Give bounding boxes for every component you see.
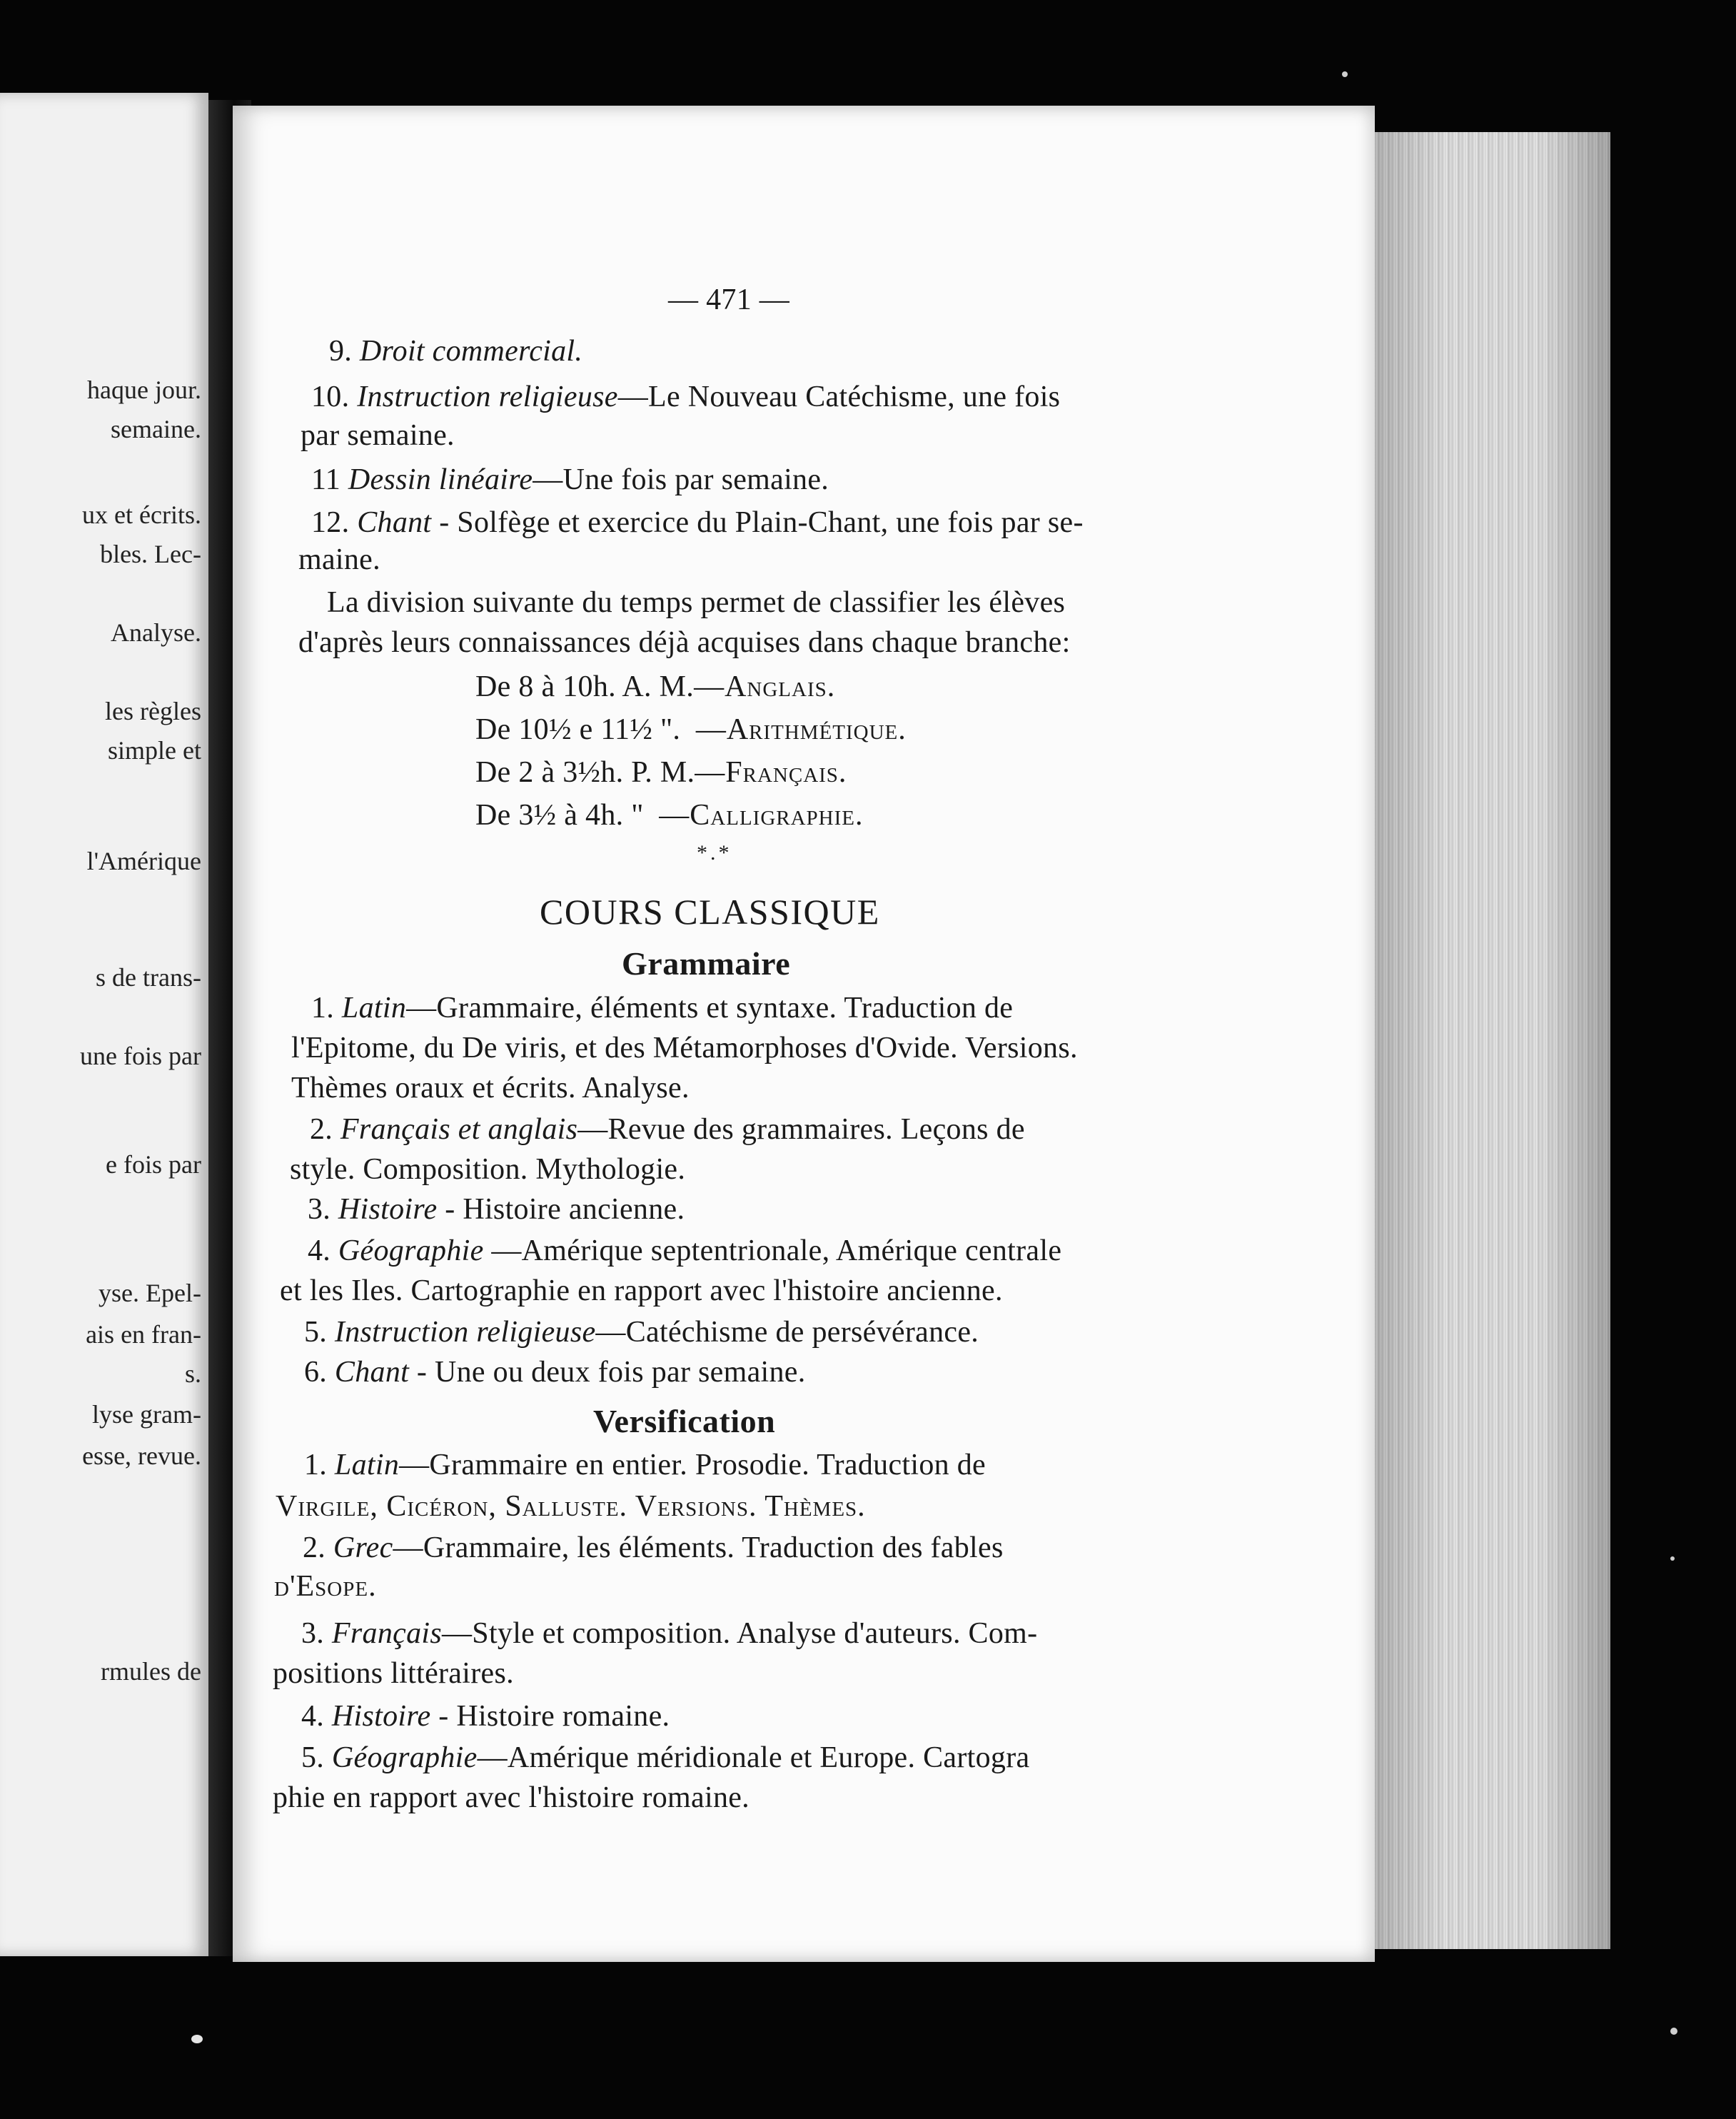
item-text: —Catéchisme de persévérance. — [595, 1316, 979, 1349]
item-subject: Droit commercial. — [359, 335, 583, 368]
item-subject: Grec — [333, 1531, 393, 1564]
left-page-line: e fois par — [106, 1150, 201, 1179]
item-continuation: l'Epitome, du De viris, et des Métamorphoses d'Ovide. Versions. — [291, 1032, 1078, 1064]
item-subject: Français — [331, 1617, 442, 1650]
item-continuation: style. Composition. Mythologie. — [290, 1153, 686, 1186]
item-number: 4. — [301, 1700, 325, 1733]
item-subject: Français et anglais — [340, 1113, 578, 1146]
left-page-line: simple et — [108, 736, 201, 765]
item-line — [310, 1112, 1025, 1147]
item-line — [311, 991, 1013, 1025]
left-page-line: esse, revue. — [82, 1441, 201, 1470]
item-subject: Latin — [341, 992, 407, 1025]
item-number: 1. — [304, 1449, 328, 1481]
item-number: 2. — [303, 1531, 326, 1564]
item-subject: Chant — [357, 506, 432, 539]
item-continuation: Thèmes oraux et écrits. Analyse. — [291, 1072, 690, 1104]
item-subject: Dessin linéaire — [348, 463, 533, 496]
item-line — [311, 380, 1060, 414]
asterism: *.* — [697, 841, 732, 865]
item-line — [329, 334, 582, 368]
item-text: —Une fois par semaine. — [533, 463, 829, 496]
item-number: 6. — [304, 1356, 328, 1389]
item-text: - Une ou deux fois par semaine. — [409, 1356, 806, 1389]
left-page-line: s de trans- — [96, 963, 201, 992]
item-continuation: par semaine. — [301, 419, 455, 452]
item-line — [301, 1741, 1029, 1775]
item-text: - Solfège et exercice du Plain-Chant, une fois par se- — [431, 506, 1084, 539]
item-text: —Amérique septentrionale, Amérique centrale — [483, 1234, 1062, 1267]
schedule-subject: —Anglais. — [694, 670, 836, 703]
schedule-time: De 2 à 3½h. P. M. — [475, 756, 695, 789]
item-number: 11 — [311, 463, 341, 496]
item-number: 5. — [301, 1741, 325, 1774]
item-number: 12. — [311, 506, 350, 539]
section-title: COURS CLASSIQUE — [540, 892, 880, 932]
item-continuation: phie en rapport avec l'histoire romaine. — [273, 1781, 750, 1814]
item-continuation: positions littéraires. — [273, 1657, 514, 1690]
item-line — [311, 505, 1084, 540]
schedule-row — [475, 798, 864, 832]
item-number: 3. — [301, 1617, 325, 1650]
item-number: 9. — [329, 335, 353, 368]
item-text: - Histoire ancienne. — [437, 1193, 685, 1226]
item-subject: Instruction religieuse — [334, 1316, 596, 1349]
item-line — [304, 1315, 979, 1349]
item-text: - Histoire romaine. — [430, 1700, 670, 1733]
left-page-line: lyse gram- — [92, 1400, 201, 1429]
scan-speck — [191, 2035, 203, 2043]
item-line — [308, 1234, 1061, 1268]
left-page-line: ux et écrits. — [82, 500, 201, 529]
item-line — [304, 1355, 806, 1389]
item-line — [308, 1192, 685, 1227]
schedule-row — [475, 670, 835, 704]
item-text: —Grammaire, les éléments. Traduction des fables — [393, 1531, 1004, 1564]
page-number: — 471 — — [668, 283, 790, 316]
item-continuation: maine. — [298, 543, 380, 576]
schedule-subject: —Arithmétique. — [695, 713, 907, 746]
item-subject: Géographie — [331, 1741, 478, 1774]
item-number: 1. — [311, 992, 335, 1025]
scan-speck — [1342, 71, 1348, 77]
item-subject: Histoire — [331, 1700, 431, 1733]
item-line — [311, 463, 829, 497]
left-page-line: haque jour. — [87, 376, 201, 404]
schedule-time: De 3½ à 4h. " — [475, 799, 644, 832]
left-page-line: Analyse. — [111, 618, 201, 647]
left-page-line: l'Amérique — [86, 847, 201, 875]
item-text: —Le Nouveau Catéchisme, une fois — [617, 381, 1061, 413]
item-number: 10. — [311, 381, 350, 413]
item-number: 5. — [304, 1316, 328, 1349]
schedule-row — [475, 713, 907, 747]
main-page — [233, 106, 1375, 1962]
schedule-subject: —Calligraphie. — [659, 799, 864, 832]
left-page-line: rmules de — [101, 1657, 201, 1686]
item-subject: Géographie — [338, 1234, 484, 1267]
left-facing-page — [0, 93, 208, 1956]
left-page-line: s. — [184, 1359, 201, 1388]
item-continuation: d'Esope. — [274, 1570, 377, 1603]
left-page-line: une fois par — [80, 1042, 201, 1070]
subsection-title-grammaire: Grammaire — [622, 945, 791, 982]
item-line — [304, 1448, 986, 1482]
schedule-subject: —Français. — [695, 756, 847, 789]
left-page-line: bles. Lec- — [100, 540, 201, 568]
item-subject: Latin — [334, 1449, 400, 1481]
item-text: —Style et composition. Analyse d'auteurs. Com- — [441, 1617, 1038, 1650]
item-subject: Chant — [334, 1356, 410, 1389]
item-text: —Amérique méridionale et Europe. Cartogra — [477, 1741, 1030, 1774]
item-text: —Grammaire, éléments et syntaxe. Traduction de — [406, 992, 1014, 1025]
schedule-time: De 8 à 10h. A. M. — [475, 670, 695, 703]
item-number: 4. — [308, 1234, 331, 1267]
scan-speck — [1670, 1556, 1675, 1561]
item-line — [301, 1699, 670, 1733]
item-line — [303, 1531, 1004, 1565]
item-text: —Grammaire en entier. Prosodie. Traduction de — [399, 1449, 986, 1481]
item-subject: Histoire — [338, 1193, 438, 1226]
left-page-line: les règles — [105, 697, 201, 725]
page-edges-shade — [1375, 132, 1610, 1949]
left-page-line: yse. Epel- — [99, 1279, 201, 1307]
item-text: —Revue des grammaires. Leçons de — [577, 1113, 1025, 1146]
item-line — [301, 1616, 1037, 1651]
item-number: 3. — [308, 1193, 331, 1226]
schedule-row — [475, 755, 847, 790]
body-line: La division suivante du temps permet de classifier les élèves — [327, 586, 1066, 619]
left-page-line: ais en fran- — [86, 1320, 201, 1349]
scan-speck — [1670, 2028, 1677, 2035]
subsection-title-versification: Versification — [593, 1403, 776, 1439]
item-number: 2. — [310, 1113, 333, 1146]
left-page-line: semaine. — [111, 415, 201, 443]
body-line: d'après leurs connaissances déjà acquises dans chaque branche: — [298, 626, 1071, 659]
item-subject: Instruction religieuse — [357, 381, 618, 413]
item-continuation: et les Iles. Cartographie en rapport avec l'histoire ancienne. — [280, 1274, 1003, 1307]
item-continuation: Virgile, Cicéron, Salluste. Versions. Thèmes. — [276, 1490, 866, 1523]
schedule-time: De 10½ e 11½ ". — [475, 713, 681, 746]
